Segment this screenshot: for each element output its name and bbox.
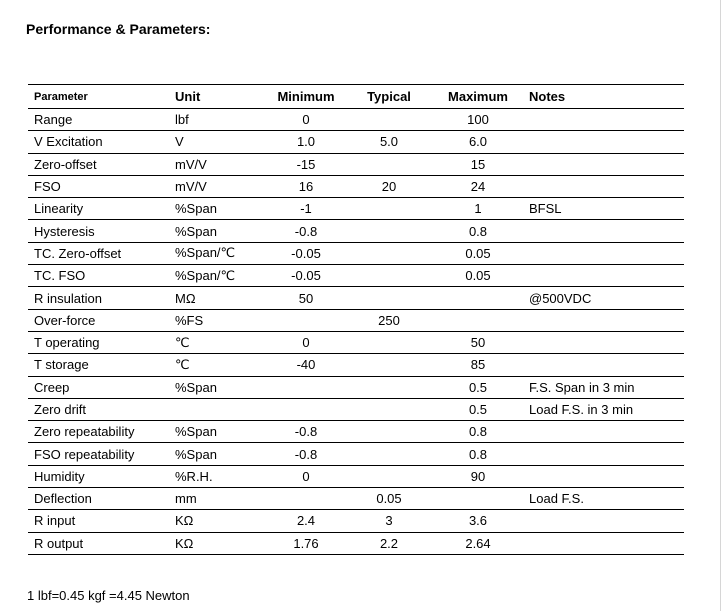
notes-cell: @500VDC — [525, 287, 684, 309]
table-row — [28, 287, 684, 309]
table-row — [28, 131, 684, 153]
table-body — [28, 109, 684, 555]
typical-cell — [347, 331, 431, 353]
maximum-cell — [431, 287, 525, 309]
table-row — [28, 488, 684, 510]
minimum-cell: -0.8 — [265, 220, 347, 242]
notes-cell — [525, 309, 684, 331]
maximum-cell: 0.8 — [431, 220, 525, 242]
maximum-cell: 2.64 — [431, 532, 525, 554]
minimum-cell — [265, 398, 347, 420]
table-row — [28, 510, 684, 532]
table-row — [28, 354, 684, 376]
notes-cell: F.S. Span in 3 min — [525, 376, 684, 398]
table-row — [28, 465, 684, 487]
maximum-cell: 6.0 — [431, 131, 525, 153]
parameter-cell: Linearity — [28, 198, 173, 220]
table-row — [28, 153, 684, 175]
notes-cell — [525, 532, 684, 554]
table-row — [28, 198, 684, 220]
unit-cell: %R.H. — [173, 465, 265, 487]
typical-cell — [347, 421, 431, 443]
minimum-cell: -1 — [265, 198, 347, 220]
typical-cell — [347, 198, 431, 220]
notes-cell — [525, 331, 684, 353]
parameter-cell: FSO — [28, 175, 173, 197]
maximum-cell: 1 — [431, 198, 525, 220]
maximum-cell: 24 — [431, 175, 525, 197]
typical-cell — [347, 287, 431, 309]
parameter-cell: Range — [28, 109, 173, 131]
table-row — [28, 443, 684, 465]
maximum-cell: 3.6 — [431, 510, 525, 532]
minimum-cell: 0 — [265, 331, 347, 353]
unit-cell: %Span — [173, 376, 265, 398]
unit-cell: %Span — [173, 220, 265, 242]
typical-cell: 250 — [347, 309, 431, 331]
parameter-cell: T operating — [28, 331, 173, 353]
minimum-cell: -0.8 — [265, 443, 347, 465]
typical-cell: 5.0 — [347, 131, 431, 153]
header-parameter: Parameter — [28, 85, 173, 109]
maximum-cell: 15 — [431, 153, 525, 175]
maximum-cell: 0.5 — [431, 376, 525, 398]
parameter-cell: R input — [28, 510, 173, 532]
table-row — [28, 265, 684, 287]
unit-cell: mV/V — [173, 175, 265, 197]
header-minimum: Minimum — [265, 85, 347, 109]
notes-cell — [525, 510, 684, 532]
minimum-cell: 1.0 — [265, 131, 347, 153]
parameters-table — [28, 84, 684, 555]
maximum-cell — [431, 309, 525, 331]
minimum-cell: 2.4 — [265, 510, 347, 532]
parameter-cell: R insulation — [28, 287, 173, 309]
notes-cell: Load F.S. — [525, 488, 684, 510]
parameter-cell: Deflection — [28, 488, 173, 510]
typical-cell — [347, 443, 431, 465]
table-row — [28, 175, 684, 197]
maximum-cell: 50 — [431, 331, 525, 353]
table-row — [28, 398, 684, 420]
maximum-cell: 100 — [431, 109, 525, 131]
table-header-row — [28, 85, 684, 109]
typical-cell: 2.2 — [347, 532, 431, 554]
typical-cell — [347, 109, 431, 131]
minimum-cell: -40 — [265, 354, 347, 376]
notes-cell — [525, 443, 684, 465]
parameter-cell: Humidity — [28, 465, 173, 487]
parameter-cell: Creep — [28, 376, 173, 398]
unit-cell: %Span/℃ — [173, 242, 265, 264]
unit-cell: mm — [173, 488, 265, 510]
notes-cell — [525, 421, 684, 443]
parameter-cell: Zero repeatability — [28, 421, 173, 443]
notes-cell — [525, 220, 684, 242]
table-row — [28, 421, 684, 443]
typical-cell — [347, 242, 431, 264]
typical-cell — [347, 153, 431, 175]
minimum-cell: -0.05 — [265, 265, 347, 287]
parameter-cell: V Excitation — [28, 131, 173, 153]
maximum-cell: 0.5 — [431, 398, 525, 420]
page-title: Performance & Parameters: — [26, 21, 211, 37]
notes-cell — [525, 242, 684, 264]
parameter-cell: Hysteresis — [28, 220, 173, 242]
parameter-cell: FSO repeatability — [28, 443, 173, 465]
maximum-cell — [431, 488, 525, 510]
minimum-cell — [265, 488, 347, 510]
unit-cell: mV/V — [173, 153, 265, 175]
unit-cell: %Span/℃ — [173, 265, 265, 287]
notes-cell: Load F.S. in 3 min — [525, 398, 684, 420]
parameter-cell: TC. Zero-offset — [28, 242, 173, 264]
notes-cell — [525, 131, 684, 153]
parameter-cell: T storage — [28, 354, 173, 376]
header-unit: Unit — [173, 85, 265, 109]
unit-cell: KΩ — [173, 532, 265, 554]
unit-cell: ℃ — [173, 331, 265, 353]
notes-cell: BFSL — [525, 198, 684, 220]
typical-cell — [347, 354, 431, 376]
unit-cell: lbf — [173, 109, 265, 131]
notes-cell — [525, 175, 684, 197]
typical-cell: 20 — [347, 175, 431, 197]
table-row — [28, 532, 684, 554]
parameter-cell: TC. FSO — [28, 265, 173, 287]
unit-cell: %FS — [173, 309, 265, 331]
unit-conversion-footnote: 1 lbf=0.45 kgf =4.45 Newton — [27, 588, 190, 603]
unit-cell: ℃ — [173, 354, 265, 376]
notes-cell — [525, 153, 684, 175]
maximum-cell: 0.8 — [431, 443, 525, 465]
minimum-cell: -0.05 — [265, 242, 347, 264]
parameter-cell: Over-force — [28, 309, 173, 331]
typical-cell — [347, 465, 431, 487]
unit-cell: MΩ — [173, 287, 265, 309]
notes-cell — [525, 109, 684, 131]
minimum-cell: 50 — [265, 287, 347, 309]
notes-cell — [525, 465, 684, 487]
minimum-cell: -15 — [265, 153, 347, 175]
notes-cell — [525, 265, 684, 287]
minimum-cell — [265, 309, 347, 331]
unit-cell: V — [173, 131, 265, 153]
maximum-cell: 85 — [431, 354, 525, 376]
parameter-cell: R output — [28, 532, 173, 554]
maximum-cell: 0.05 — [431, 265, 525, 287]
table-row — [28, 331, 684, 353]
notes-cell — [525, 354, 684, 376]
maximum-cell: 90 — [431, 465, 525, 487]
minimum-cell — [265, 376, 347, 398]
typical-cell: 0.05 — [347, 488, 431, 510]
minimum-cell: 0 — [265, 465, 347, 487]
minimum-cell: 1.76 — [265, 532, 347, 554]
minimum-cell: 0 — [265, 109, 347, 131]
unit-cell: %Span — [173, 443, 265, 465]
table-row — [28, 242, 684, 264]
unit-cell: %Span — [173, 198, 265, 220]
table-row — [28, 376, 684, 398]
unit-cell: KΩ — [173, 510, 265, 532]
typical-cell — [347, 376, 431, 398]
maximum-cell: 0.05 — [431, 242, 525, 264]
table-row — [28, 220, 684, 242]
typical-cell — [347, 265, 431, 287]
header-maximum: Maximum — [431, 85, 525, 109]
header-typical: Typical — [347, 85, 431, 109]
minimum-cell: 16 — [265, 175, 347, 197]
parameter-cell: Zero drift — [28, 398, 173, 420]
typical-cell: 3 — [347, 510, 431, 532]
typical-cell — [347, 220, 431, 242]
page-edge-rule — [720, 0, 721, 611]
unit-cell: %Span — [173, 421, 265, 443]
unit-cell — [173, 398, 265, 420]
parameter-cell: Zero-offset — [28, 153, 173, 175]
typical-cell — [347, 398, 431, 420]
table-row — [28, 109, 684, 131]
minimum-cell: -0.8 — [265, 421, 347, 443]
maximum-cell: 0.8 — [431, 421, 525, 443]
header-notes: Notes — [525, 85, 684, 109]
table-row — [28, 309, 684, 331]
